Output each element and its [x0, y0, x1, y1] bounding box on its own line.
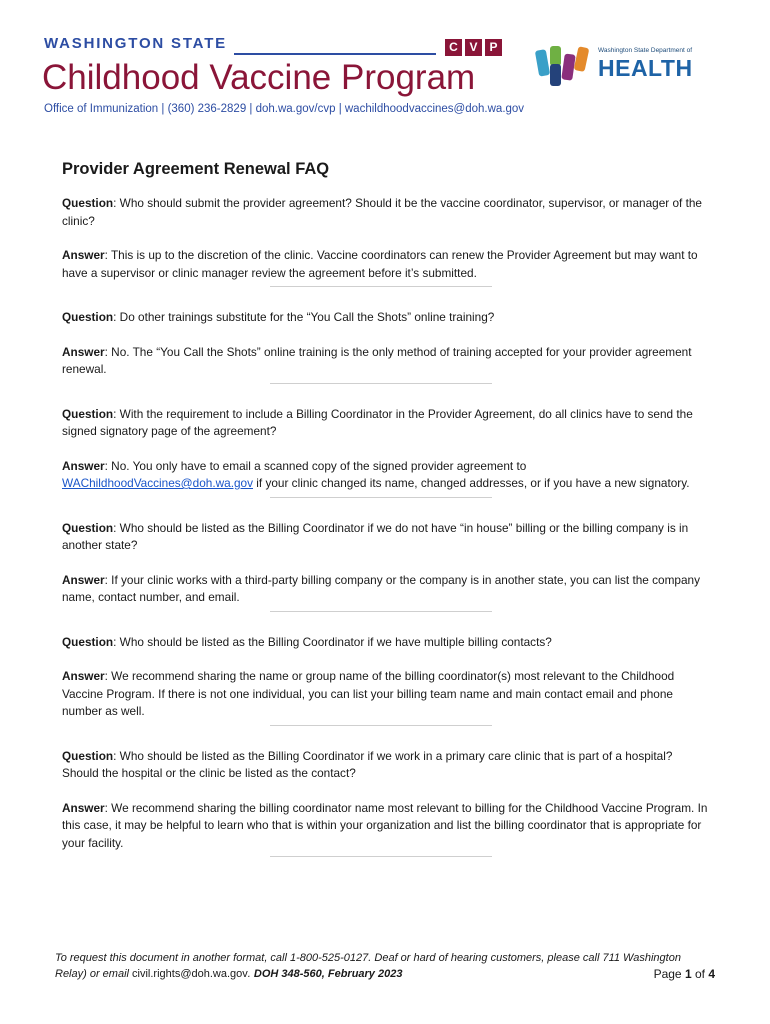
faq-answer — [62, 458, 712, 493]
question-label: Question — [62, 748, 114, 763]
answer-text-post: if your clinic changed its name, changed addresses, or if you have a new signatory. — [253, 476, 690, 490]
answer-label: Answer — [62, 669, 105, 683]
faq-item — [62, 309, 712, 384]
faq-answer — [62, 668, 712, 721]
faq-item — [62, 748, 712, 858]
contact-line: Office of Immunization | (360) 236-2829 | doh.wa.gov/cvp | wachildhoodvaccines@doh.wa.gov — [44, 103, 525, 115]
question-label: Question — [62, 406, 114, 421]
answer-text: : We recommend sharing the name or group name of the billing coordinator(s) most relevant to the Childhood Vaccine Program. If there is not one individual, you can list your billing team name and main contact email and phone number as well. — [62, 669, 675, 718]
washington-state-label: WASHINGTON STATE — [44, 35, 227, 52]
cvp-letter-c: C — [445, 39, 462, 56]
faq-question — [62, 748, 712, 783]
question-text: : Who should be listed as the Billing Coordinator if we work in a primary care clinic that is part of a hospital? Should the hospital or the clinic be listed as the contact? — [62, 748, 673, 780]
answer-text-pre: : No. You only have to email a scanned copy of the signed provider agreement to — [104, 458, 527, 473]
faq-item — [62, 520, 712, 612]
section-divider — [270, 725, 492, 726]
question-text: : With the requirement to include a Billing Coordinator in the Provider Agreement, do all clinics have to send the signed signatory page of the agreement? — [62, 406, 693, 438]
logo-block-teal — [535, 49, 550, 77]
page-total: 4 — [708, 966, 715, 981]
faq-item — [62, 195, 712, 287]
section-divider — [270, 497, 492, 498]
faq-answer — [62, 247, 712, 282]
question-label: Question — [62, 310, 114, 324]
faq-item — [62, 634, 712, 726]
question-text: : Who should be listed as the Billing Coordinator if we do not have “in house” billing or the billing company is in another state? — [62, 520, 689, 552]
section-divider — [270, 856, 492, 857]
section-divider — [270, 383, 492, 384]
question-label: Question — [62, 520, 114, 535]
faq-answer — [62, 344, 712, 379]
answer-label: Answer — [62, 572, 105, 587]
header-rule — [234, 53, 436, 55]
page-word: Page — [653, 966, 685, 981]
civil-rights-email: civil.rights@doh.wa.gov — [132, 967, 248, 980]
document-title: Provider Agreement Renewal FAQ — [62, 160, 330, 178]
footer-text: Relay) or email — [55, 967, 133, 980]
faq-content — [62, 160, 712, 879]
question-text: : Do other trainings substitute for the “You Call the Shots” online training? — [113, 310, 495, 324]
question-label: Question — [62, 196, 114, 210]
program-title: Childhood Vaccine Program — [42, 58, 476, 97]
faq-answer — [62, 572, 712, 607]
answer-label: Answer — [62, 248, 105, 262]
cvp-badge — [445, 39, 502, 56]
accessibility-notice-line1: To request this document in another format, call 1-800-525-0127. Deaf or hard of hearing customers, please call 711 Washington — [55, 952, 681, 964]
doh-department-label: Washington State Department of — [598, 47, 693, 54]
cvp-letter-v: V — [465, 39, 482, 56]
faq-answer — [62, 800, 712, 853]
faq-question — [62, 309, 712, 327]
section-divider — [270, 286, 492, 287]
logo-block-green — [550, 46, 561, 66]
logo-block-orange — [574, 46, 590, 72]
question-text: : Who should submit the provider agreement? Should it be the vaccine coordinator, supervisor, or manager of the clinic? — [62, 196, 702, 228]
answer-label: Answer — [62, 344, 105, 359]
faq-question — [62, 634, 712, 652]
question-label: Question — [62, 634, 114, 649]
answer-text: : No. The “You Call the Shots” online training is the only method of training accepted for your provider agreement renewal. — [62, 344, 692, 376]
faq-item — [62, 406, 712, 498]
footer-text: . — [247, 967, 254, 980]
answer-text: : We recommend sharing the billing coordinator name most relevant to billing for the Childhood Vaccine Program. In this case, it may be helpful to learn who that is within your organization and list the billing coordinator that is appropriate for your facility. — [62, 800, 708, 850]
cvp-email-link[interactable]: WAChildhoodVaccines@doh.wa.gov — [62, 476, 253, 490]
section-divider — [270, 611, 492, 612]
document-id: DOH 348-560, February 2023 — [253, 967, 403, 980]
question-text: : Who should be listed as the Billing Coordinator if we have multiple billing contacts? — [113, 634, 552, 649]
accessibility-notice-line2 — [55, 967, 715, 983]
faq-question — [62, 520, 712, 555]
logo-block-purple — [561, 53, 576, 80]
page-current: 1 — [684, 966, 692, 981]
answer-label: Answer — [62, 458, 105, 473]
faq-question — [62, 406, 712, 441]
answer-text: : If your clinic works with a third-party billing company or the company is in another state, you can list the company name, contact number, and email. — [62, 572, 700, 604]
doh-health-wordmark: HEALTH — [598, 55, 693, 81]
answer-text: : This is up to the discretion of the clinic. Vaccine coordinators can renew the Provider Agreement but may want to have a supervisor or clinic manager review the agreement before it’s submitted. — [62, 248, 698, 280]
page-number — [654, 967, 715, 983]
cvp-letter-p: P — [485, 39, 502, 56]
answer-label: Answer — [62, 800, 105, 815]
letterhead — [0, 0, 770, 130]
logo-block-navy — [550, 64, 561, 86]
faq-question — [62, 195, 712, 230]
page-footer — [55, 951, 715, 982]
page-of: of — [691, 966, 709, 981]
